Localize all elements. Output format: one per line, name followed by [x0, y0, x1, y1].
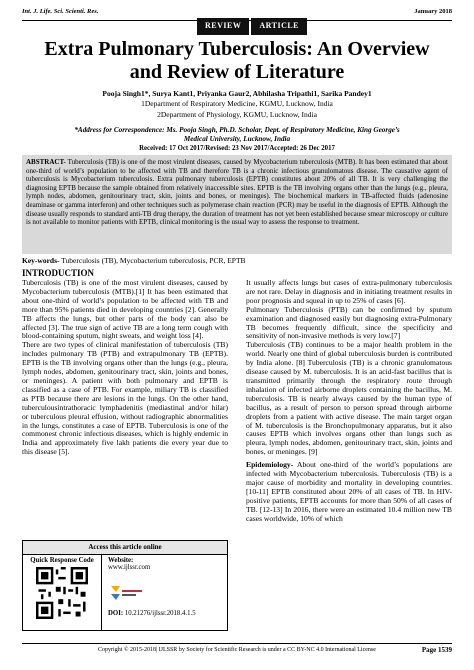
article-title	[22, 38, 452, 84]
crossref-logo-icon	[108, 583, 146, 603]
keywords-text: Tuberculosis (TB), Mycobacterium tuberculosis, PCR, EPTB	[59, 256, 246, 265]
access-row	[23, 555, 227, 631]
article-type-badge	[197, 18, 307, 35]
intro-paragraph-3: It usually affects lungs but cases of extra-pulmonary tuberculosis are not rare. Delay in diagnosis and in initiating treatment results in poor prognosis and squeal in up to 25% of cases [6].	[246, 278, 452, 305]
epidemiology-text: About one-third of the world’s populations are infected with Mycobacterium tuberculosis. Tuberculosis (TB) is a major cause of morbidity and mortality in developing countries. [10-11] EPTB constituted about 20% of all cases of TB. In HIV-positive patients, EPTB accounts for more than 50% of all cases of TB. [12-13] In 2016, there were an estimated 10.4 million new TB cases worldwide, 10% of which	[246, 460, 452, 523]
section-heading-introduction: INTRODUCTION	[22, 268, 95, 278]
author-list: Pooja Singh1*, Surya Kant1, Priyanka Gaur2, Abhilasha Tripathi1, Sarika Pandey1	[102, 89, 372, 98]
correspondence-line-2: Medical University, Lucknow, India	[183, 135, 291, 143]
correspondence-line-1: *Address for Correspondence: Ms. Pooja Singh, Ph.D. Scholar, Dept. of Respiratory Medicine, King George’s	[74, 126, 400, 134]
page-number: Page 1539	[421, 646, 452, 654]
journal-name: Int. J. Life. Sci. Scienti. Res.	[22, 8, 99, 15]
intro-paragraph-1: Tuberculosis (TB) is one of the most virulent diseases, caused by Mycobacterium tuberculosis (MTB).[1] It has been estimated that about one-third of world’s population to be affected with TB and more than 95% patients died in developing countries [2]. Generally TB affects the lungs, but other parts of the body can also be affected [3]. The true sign of active TB are a long term cough with blood-containing sputum, night sweats, and weight loss [4].	[22, 278, 228, 341]
abstract-box	[22, 155, 452, 254]
correspondence-address	[30, 126, 444, 144]
footer-rule	[22, 643, 452, 644]
affiliation-1: 1Department of Respiratory Medicine, KGMU, Lucknow, India	[141, 99, 333, 108]
received-dates: Received: 17 Oct 2017/Revised: 23 Nov 2017/Accepted: 26 Dec 2017	[139, 145, 335, 152]
title-line-2: and Review of Literature	[129, 61, 345, 83]
badge-review: REVIEW	[197, 18, 249, 35]
keywords	[22, 256, 246, 265]
keywords-label: Key-words-	[22, 256, 60, 265]
badge-article: ARTICLE	[251, 18, 307, 35]
website-cell	[102, 555, 227, 631]
access-title: Access this article online	[23, 541, 227, 555]
website-link[interactable]: www.ijlssr.com	[108, 564, 151, 571]
epidemiology-paragraph	[246, 461, 452, 523]
footer-copyright: Copyright © 2015-2018| IJLSSR by Society for Scientific Research is under a CC BY-NC 4.0 International License	[98, 647, 376, 653]
right-column	[246, 279, 452, 523]
qr-cell	[23, 555, 102, 631]
title-line-1: Extra Pulmonary Tuberculosis: An Overview	[44, 38, 430, 60]
doi-value[interactable]: 10.21276/ijlssr.2018.4.1.5	[124, 610, 196, 617]
access-online-box	[22, 540, 228, 631]
qr-label: Quick Response Code	[30, 557, 94, 564]
doi	[108, 610, 196, 617]
issue-date: January 2018	[414, 8, 452, 15]
left-column	[22, 279, 228, 457]
qr-code-icon[interactable]	[36, 567, 88, 619]
abstract-label: ABSTRACT-	[26, 158, 66, 166]
abstract-text: Tuberculosis (TB) is one of the most virulent diseases, caused by Mycobacterium tuberculosis (MTB). It has been estimated that about one-third of world’s population to be affected with TB and therefore TB is a chronic infectious granulomatous disease. The causative agent of tuberculosis is Mycobacterium tuberculosis. Extra pulmonary tuberculosis (EPTB) constitutes about 20% of all TB. It is very challenging the diagnosing EPTB because the sample obtained from relatively inaccessible sites. EPTB is the TB involving organs other than the lungs (e.g., pleura, lymph nodes, abdomen, genitourinary tract, skin, joints and bones, or meninges). The biochemical markers in TB-affected fluids (adenosine deaminase or gamma interferon) and other techniques such as polymerase chain reaction (PCR) may be useful in the diagnosis of EPTB. Although the disease usually responds to standard anti-TB drug therapy, the duration of treatment has not yet been established because smear microscopy or culture is not available to monitor patients with EPTB, clinical monitoring is the usual way to assess the response to treatment.	[26, 158, 448, 227]
intro-paragraph-4: Pulmonary Tuberculosis (PTB) can be confirmed by sputum examination and diagnosed easily but diagnosing extra-Pulmonary TB becomes frequently difficult, since the specificity and sensitivity of non-invasive methods is very low.[7]	[246, 304, 452, 341]
doi-label: DOI:	[108, 610, 124, 617]
intro-paragraph-2: There are two types of clinical manifestation of tuberculosis (TB) includes pulmonary TB (PTB) and extrapulmonary TB (EPTB). EPTB is the TB involving organs other than the lungs (e.g., pleura, lymph nodes, abdomen, genitourinary tract, skin, joints and bones, or meninges). A patient with both pulmonary and EPTB is classified as a case of PTB. For example, miliary TB is classified as PTB because there are lesions in the lungs. On the other hand, tuberculousintrathoracic lymphadenitis (mediastinal and/or hilar) or tuberculous pleural effusion, without radiographic abnormalities in the lungs, constitutes a case of EPTB. Tuberculosis is one of the commonest chronic infectious diseases, which is highly endemic in India and approximately five lakh patients die every year due to this disease [5].	[22, 340, 228, 457]
affiliation-2: 2Department of Physiology, KGMU, Lucknow, India	[157, 110, 317, 119]
epidemiology-label: Epidemiology-	[246, 460, 294, 470]
website-label: Website:	[108, 557, 134, 564]
intro-paragraph-5: Tuberculosis (TB) continues to be a major health problem in the world. Nearly one third of global tuberculosis burden is contributed by India alone. [8] Tuberculosis (TB) is a chronic granulomatous disease caused by M. tuberculosis. It is an acid-fast bacillus that is transmitted primarily through the respiratory route through inhalation of infected airborne droplets containing the bacillus, M. tuberculosis. TB is nearly always caused by the human type of bacillus, as a result of person to person spread through airborne droplets from a patient with active disease. The main target organ of M. tuberculosis is the Bronchopulmonary apparatus, but it also causes EPTB which involves organs other than lungs such as pleura, lymph nodes, abdomen, genitourinary tract, skin, joints and bones, or meninges. [9]	[246, 340, 452, 457]
